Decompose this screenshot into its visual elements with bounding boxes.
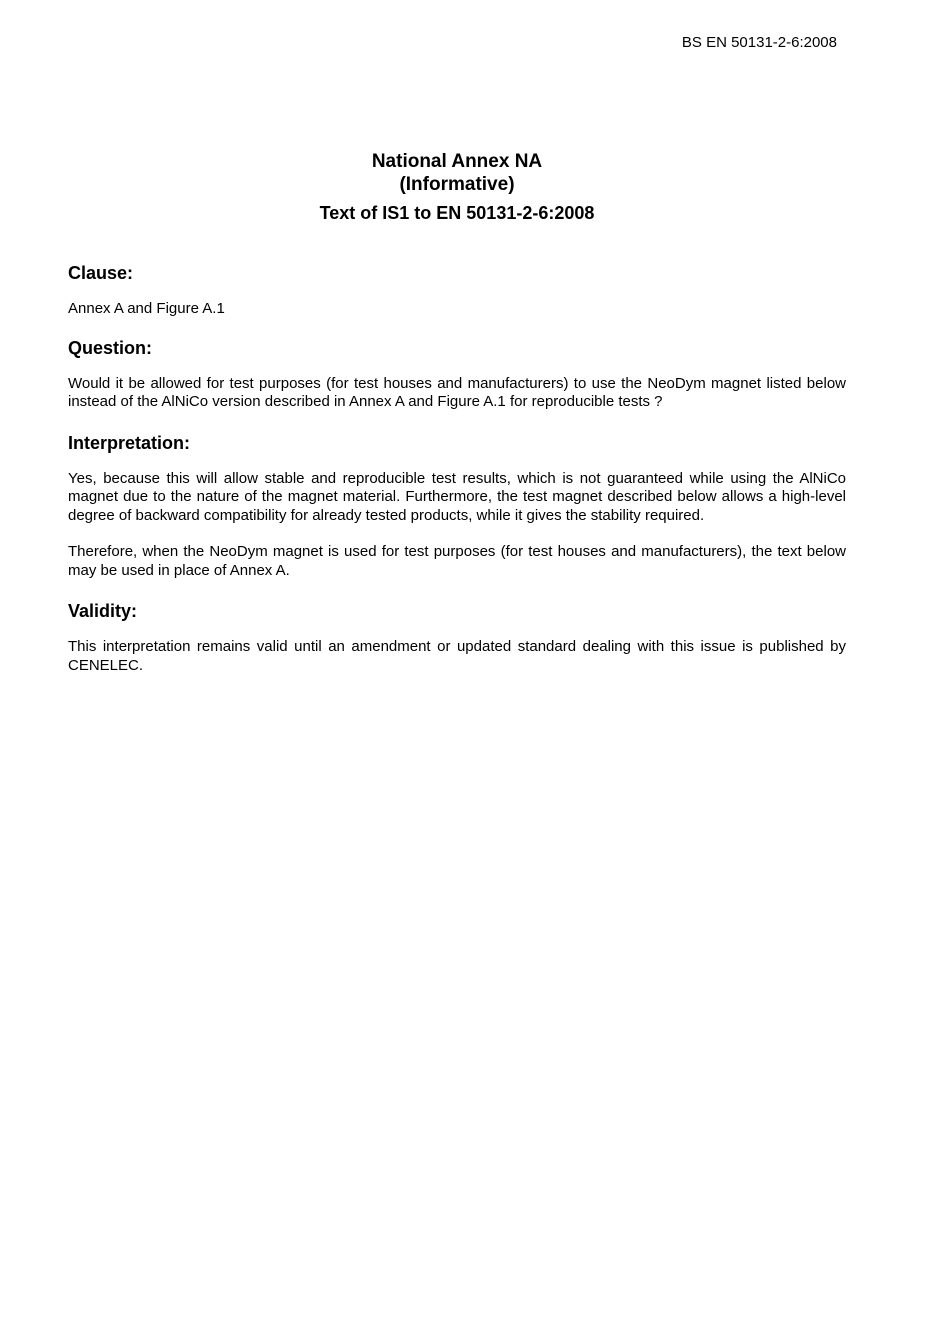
interpretation-text-1: Yes, because this will allow stable and reproducible test results, which is not guaranteed while using the AlNiCo magnet due to the nature of the magnet material. Furthermore, the test magnet described below allows a high-level degree of backward compatibility for already tested products, while it gives the stability required.	[68, 469, 846, 524]
interpretation-heading: Interpretation:	[68, 432, 191, 453]
question-heading: Question:	[68, 337, 152, 358]
validity-heading: Validity:	[68, 601, 138, 621]
annex-title: National Annex NA	[371, 151, 543, 172]
title-block	[0, 150, 914, 224]
annex-type: (Informative)	[399, 174, 515, 195]
document-number: BS EN 50131-2-6:2008	[681, 34, 837, 51]
interpretation-text-2: Therefore, when the NeoDym magnet is used for test purposes (for test houses and manufacturers), the text below may be used in place of Annex A.	[68, 543, 846, 579]
clause-heading: Clause:	[68, 263, 134, 283]
document-body	[68, 262, 846, 693]
validity-text: This interpretation remains valid until an amendment or updated standard dealing with this issue is published by CENELEC.	[68, 638, 846, 674]
question-text: Would it be allowed for test purposes (for test houses and manufacturers) to use the NeoDym magnet listed below instead of the AlNiCo version described in Annex A and Figure A.1 for reproducible tests ?	[68, 374, 846, 410]
clause-text: Annex A and Figure A.1	[68, 300, 225, 317]
annex-subtitle: Text of IS1 to EN 50131-2-6:2008	[319, 203, 595, 223]
